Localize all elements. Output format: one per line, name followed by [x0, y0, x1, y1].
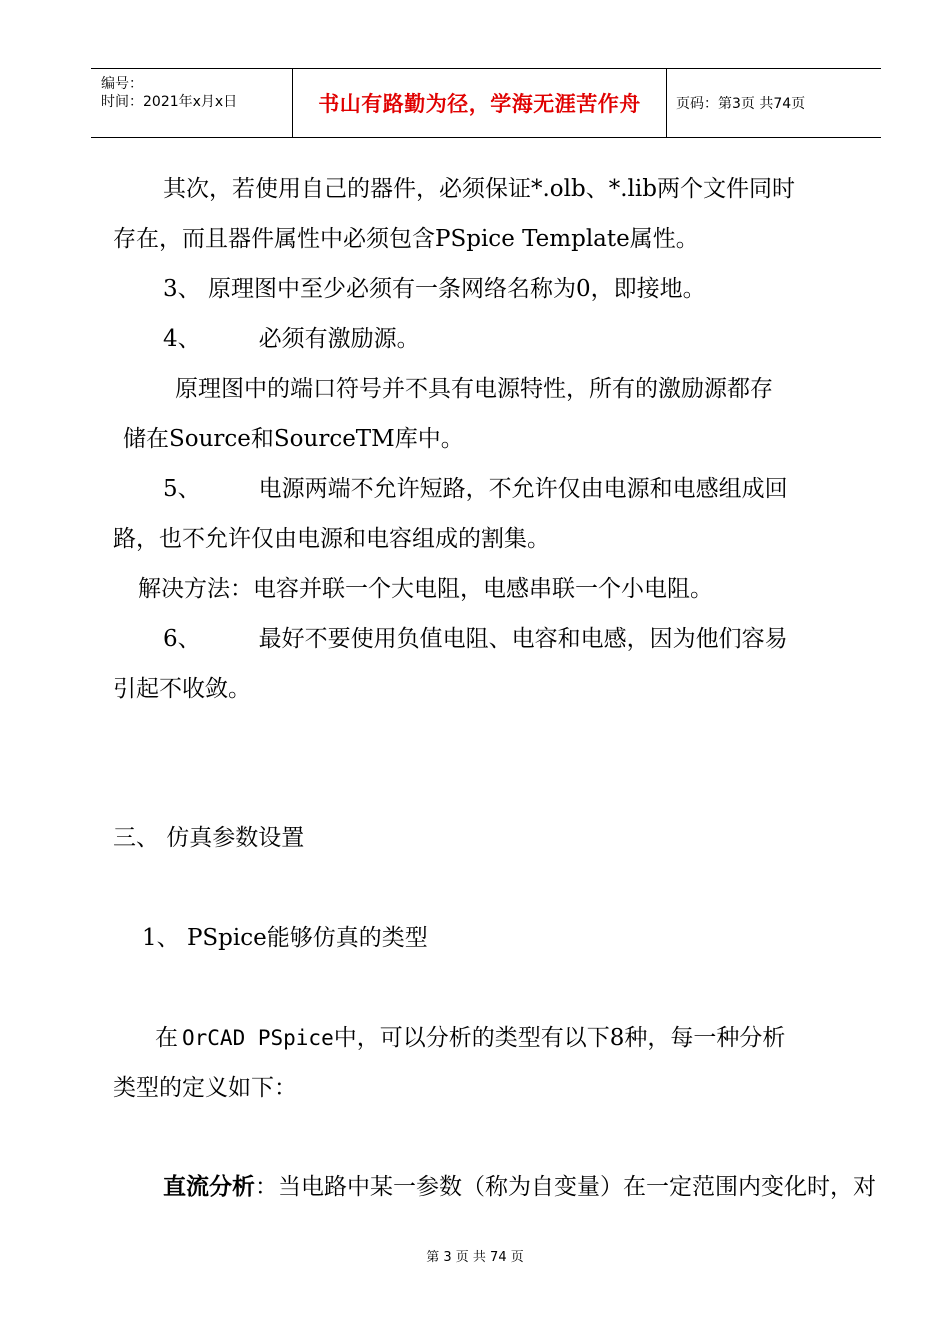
paragraph-2-line-2: 储在Source和SourceTM库中。 — [123, 426, 464, 452]
list-item-5 — [163, 474, 788, 504]
solution-line: 解决方法：电容并联一个大电阻，电感串联一个小电阻。 — [138, 576, 713, 602]
paragraph-3-line-2: 类型的定义如下： — [113, 1075, 297, 1101]
orcad-pspice-term: OrCAD PSpice — [182, 1026, 334, 1050]
paragraph-1-line-1: 其次，若使用自己的器件，必须保证*.olb、*.lib两个文件同时 — [163, 176, 795, 202]
page-header — [91, 68, 881, 138]
subsection-heading: 1、 PSpice能够仿真的类型 — [142, 925, 428, 951]
header-motto: 书山有路勤为径，学海无涯苦作舟 — [318, 92, 641, 116]
dc-analysis-term: 直流分析 — [163, 1173, 255, 1200]
list-item-4-number: 4、 — [163, 326, 201, 352]
header-motto-cell — [292, 69, 667, 137]
list-item-4 — [163, 324, 420, 354]
header-left-cell — [91, 69, 292, 137]
list-item-5-line-2: 路，也不允许仅由电源和电容组成的割集。 — [113, 526, 550, 552]
list-item-6-number: 6、 — [163, 626, 201, 652]
paragraph-2-line-1: 原理图中的端口符号并不具有电源特性，所有的激励源都存 — [175, 376, 773, 402]
section-heading: 三、 仿真参数设置 — [113, 825, 305, 851]
paragraph-3-line-1 — [155, 1023, 785, 1053]
list-item-5-number: 5、 — [163, 476, 201, 502]
paragraph-3-prefix: 在 — [155, 1025, 178, 1051]
list-item-3: 3、 原理图中至少必须有一条网络名称为0，即接地。 — [163, 276, 706, 302]
document-number-label: 编号： — [101, 76, 143, 92]
list-item-6-text: 最好不要使用负值电阻、电容和电感，因为他们容易 — [258, 626, 788, 652]
paragraph-3-rest: 中，可以分析的类型有以下8种，每一种分析 — [333, 1025, 786, 1051]
page-footer: 第 3 页 共 74 页 — [426, 1250, 524, 1265]
list-item-6-line-2: 引起不收敛。 — [113, 676, 251, 702]
header-page-info: 页码：第3页 共74页 — [676, 96, 806, 112]
list-item-5-text: 电源两端不允许短路，不允许仅由电源和电感组成回 — [258, 476, 788, 502]
header-page-cell — [666, 69, 881, 137]
dc-analysis-text: ：当电路中某一参数（称为自变量）在一定范围内变化时，对 — [255, 1174, 876, 1200]
document-time-label: 时间：2021年x月x日 — [101, 94, 238, 110]
list-item-4-text: 必须有激励源。 — [258, 326, 420, 352]
dc-analysis-line — [163, 1172, 876, 1202]
paragraph-1-line-2: 存在，而且器件属性中必须包含PSpice Template属性。 — [113, 226, 699, 252]
list-item-6 — [163, 624, 788, 654]
